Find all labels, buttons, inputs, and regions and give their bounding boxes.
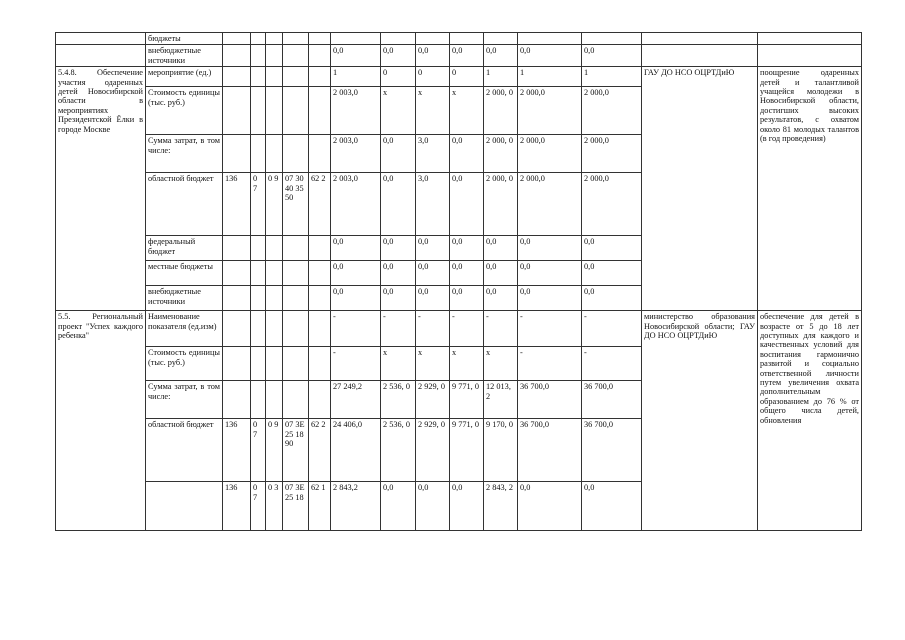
value-cell-4: x [450, 87, 484, 135]
value-cell-2: 0 [381, 67, 416, 87]
code-grbs [223, 67, 251, 87]
row-label: областной бюджет [146, 419, 223, 482]
code-grbs [223, 45, 251, 67]
value-cell-6: 2 000,0 [518, 173, 582, 236]
value-cell-7: - [582, 347, 642, 381]
section-5-4-8-title: 5.4.8. Обеспечение участия одаренных детей Новосибирской области в мероприятиях Президентской Ёлки в городе Москве [56, 67, 146, 311]
code-csr: 07 3E 25 18 90 [283, 419, 309, 482]
code-vr [309, 261, 331, 286]
value-cell-3: - [416, 311, 450, 347]
value-cell-1: 0,0 [331, 45, 381, 67]
row-label: внебюджетные источники [146, 45, 223, 67]
value-cell-4: x [450, 347, 484, 381]
value-cell-4: 0,0 [450, 261, 484, 286]
code-pr [266, 261, 283, 286]
table-row [56, 45, 862, 67]
code-grbs: 136 [223, 482, 251, 531]
row-label: бюджеты [146, 33, 223, 45]
value-cell-2: 0,0 [381, 482, 416, 531]
value-cell-6: 0,0 [518, 286, 582, 311]
executor-cell [642, 45, 758, 67]
code-rz: 0 7 [251, 173, 266, 236]
code-csr: 07 3E 25 18 [283, 482, 309, 531]
value-cell-4: 0 [450, 67, 484, 87]
value-cell-3: 3,0 [416, 135, 450, 173]
value-cell-7: 36 700,0 [582, 381, 642, 419]
value-cell-5: 1 [484, 67, 518, 87]
code-grbs [223, 286, 251, 311]
item-name-cell [56, 45, 146, 67]
value-cell-4: 0,0 [450, 173, 484, 236]
value-cell-4: - [450, 311, 484, 347]
value-cell-6: 2 000,0 [518, 87, 582, 135]
value-cell-7 [582, 33, 642, 45]
code-grbs: 136 [223, 173, 251, 236]
code-pr [266, 381, 283, 419]
value-cell-6: 0,0 [518, 236, 582, 261]
code-vr [309, 67, 331, 87]
value-cell-6: 0,0 [518, 45, 582, 67]
value-cell-1: 2 003,0 [331, 87, 381, 135]
code-grbs: 136 [223, 419, 251, 482]
code-pr [266, 33, 283, 45]
value-cell-2: 0,0 [381, 261, 416, 286]
code-csr [283, 236, 309, 261]
code-grbs [223, 311, 251, 347]
code-pr [266, 67, 283, 87]
value-cell-5: - [484, 311, 518, 347]
code-rz [251, 286, 266, 311]
value-cell-7: 36 700,0 [582, 419, 642, 482]
table-row [56, 311, 862, 347]
code-vr [309, 381, 331, 419]
value-cell-5: 0,0 [484, 286, 518, 311]
value-cell-7: - [582, 311, 642, 347]
result-cell [758, 45, 862, 67]
value-cell-2 [381, 33, 416, 45]
code-pr [266, 311, 283, 347]
value-cell-4: 9 771, 0 [450, 419, 484, 482]
value-cell-1: 0,0 [331, 261, 381, 286]
code-pr: 0 9 [266, 173, 283, 236]
value-cell-4: 9 771, 0 [450, 381, 484, 419]
value-cell-2: 0,0 [381, 45, 416, 67]
row-label: Сумма затрат, в том числе: [146, 381, 223, 419]
value-cell-3: 0,0 [416, 286, 450, 311]
code-rz [251, 381, 266, 419]
code-pr [266, 45, 283, 67]
value-cell-2: 2 536, 0 [381, 381, 416, 419]
section-5-4-8-executor: ГАУ ДО НСО ОЦРТДиЮ [642, 67, 758, 311]
code-csr [283, 87, 309, 135]
section-5-5-title: 5.5. Региональный проект "Успех каждого ребенка" [56, 311, 146, 531]
value-cell-5: 2 000, 0 [484, 87, 518, 135]
value-cell-2: 0,0 [381, 236, 416, 261]
code-csr [283, 135, 309, 173]
table-row [56, 33, 862, 45]
row-label: Стоимость единицы (тыс. руб.) [146, 347, 223, 381]
row-label [146, 482, 223, 531]
value-cell-7: 0,0 [582, 45, 642, 67]
code-vr [309, 347, 331, 381]
code-csr [283, 261, 309, 286]
code-csr [283, 286, 309, 311]
code-vr: 62 2 [309, 173, 331, 236]
table-body [56, 33, 862, 531]
value-cell-5 [484, 33, 518, 45]
section-5-5-executor: министерство образования Новосибирской области; ГАУ ДО НСО ОЦРТДиЮ [642, 311, 758, 531]
code-csr [283, 67, 309, 87]
item-name-cell [56, 33, 146, 45]
code-grbs [223, 135, 251, 173]
code-grbs [223, 87, 251, 135]
code-rz [251, 311, 266, 347]
code-grbs [223, 381, 251, 419]
value-cell-3: 2 929, 0 [416, 419, 450, 482]
code-grbs [223, 33, 251, 45]
row-label: Стоимость единицы (тыс. руб.) [146, 87, 223, 135]
value-cell-1: 2 843,2 [331, 482, 381, 531]
code-pr [266, 347, 283, 381]
value-cell-3: x [416, 87, 450, 135]
value-cell-7: 0,0 [582, 236, 642, 261]
value-cell-4: 0,0 [450, 45, 484, 67]
value-cell-6: 36 700,0 [518, 381, 582, 419]
value-cell-3: 2 929, 0 [416, 381, 450, 419]
row-label: Наименование показателя (ед.изм) [146, 311, 223, 347]
value-cell-2: 0,0 [381, 173, 416, 236]
code-rz: 0 7 [251, 482, 266, 531]
code-pr [266, 236, 283, 261]
code-pr: 0 3 [266, 482, 283, 531]
value-cell-6 [518, 33, 582, 45]
code-vr [309, 286, 331, 311]
row-label: местные бюджеты [146, 261, 223, 286]
row-label: внебюджетные источники [146, 286, 223, 311]
value-cell-6: - [518, 347, 582, 381]
value-cell-1: 1 [331, 67, 381, 87]
row-label: Сумма затрат, в том числе: [146, 135, 223, 173]
value-cell-4: 0,0 [450, 236, 484, 261]
value-cell-4 [450, 33, 484, 45]
value-cell-3: 0 [416, 67, 450, 87]
value-cell-2: 0,0 [381, 135, 416, 173]
value-cell-1: - [331, 347, 381, 381]
executor-cell [642, 33, 758, 45]
value-cell-5: 2 843, 2 [484, 482, 518, 531]
value-cell-5: 0,0 [484, 236, 518, 261]
row-label: мероприятие (ед.) [146, 67, 223, 87]
code-pr [266, 135, 283, 173]
value-cell-7: 0,0 [582, 261, 642, 286]
value-cell-2: x [381, 347, 416, 381]
value-cell-3: 3,0 [416, 173, 450, 236]
code-grbs [223, 347, 251, 381]
value-cell-7: 2 000,0 [582, 173, 642, 236]
row-label: федеральный бюджет [146, 236, 223, 261]
value-cell-7: 1 [582, 67, 642, 87]
value-cell-4: 0,0 [450, 286, 484, 311]
value-cell-3: 0,0 [416, 482, 450, 531]
value-cell-2: x [381, 87, 416, 135]
code-rz [251, 45, 266, 67]
value-cell-3: 0,0 [416, 45, 450, 67]
value-cell-7: 2 000,0 [582, 87, 642, 135]
code-vr [309, 45, 331, 67]
code-csr [283, 45, 309, 67]
value-cell-5: 12 013, 2 [484, 381, 518, 419]
value-cell-5: 2 000, 0 [484, 173, 518, 236]
value-cell-7: 2 000,0 [582, 135, 642, 173]
value-cell-4: 0,0 [450, 482, 484, 531]
code-csr [283, 311, 309, 347]
code-rz [251, 33, 266, 45]
code-csr [283, 33, 309, 45]
code-pr [266, 87, 283, 135]
code-pr: 0 9 [266, 419, 283, 482]
result-cell [758, 33, 862, 45]
value-cell-6: 0,0 [518, 261, 582, 286]
code-vr: 62 2 [309, 419, 331, 482]
row-label: областной бюджет [146, 173, 223, 236]
code-pr [266, 286, 283, 311]
value-cell-5: 9 170, 0 [484, 419, 518, 482]
value-cell-1 [331, 33, 381, 45]
value-cell-6: - [518, 311, 582, 347]
code-vr [309, 135, 331, 173]
value-cell-3: 0,0 [416, 236, 450, 261]
value-cell-6: 36 700,0 [518, 419, 582, 482]
code-grbs [223, 261, 251, 286]
value-cell-1: 2 003,0 [331, 135, 381, 173]
budget-table [55, 32, 862, 531]
code-grbs [223, 236, 251, 261]
value-cell-1: 0,0 [331, 236, 381, 261]
value-cell-4: 0,0 [450, 135, 484, 173]
value-cell-3 [416, 33, 450, 45]
code-rz: 0 7 [251, 419, 266, 482]
value-cell-1: 27 249,2 [331, 381, 381, 419]
code-rz [251, 236, 266, 261]
code-rz [251, 347, 266, 381]
code-rz [251, 67, 266, 87]
value-cell-7: 0,0 [582, 286, 642, 311]
code-vr [309, 87, 331, 135]
section-5-5-result: обеспечение для детей в возрасте от 5 до 18 лет доступных для каждого и качественных условий для воспитания гармонично развитой и социально ответственной личности путем увеличения охвата дополнительным образованием до 76 % от общего числа детей, обновления [758, 311, 862, 531]
value-cell-7: 0,0 [582, 482, 642, 531]
code-rz [251, 261, 266, 286]
value-cell-3: x [416, 347, 450, 381]
value-cell-2: - [381, 311, 416, 347]
code-vr: 62 1 [309, 482, 331, 531]
value-cell-6: 2 000,0 [518, 135, 582, 173]
value-cell-1: 2 003,0 [331, 173, 381, 236]
code-rz [251, 135, 266, 173]
value-cell-1: 24 406,0 [331, 419, 381, 482]
value-cell-1: - [331, 311, 381, 347]
value-cell-6: 1 [518, 67, 582, 87]
code-csr: 07 30 40 35 50 [283, 173, 309, 236]
value-cell-5: x [484, 347, 518, 381]
value-cell-2: 2 536, 0 [381, 419, 416, 482]
value-cell-5: 0,0 [484, 261, 518, 286]
section-5-4-8-result: поощрение одаренных детей и талантливой учащейся молодежи в Новосибирской области, достигших высоких результатов, с охватом около 81 молодых талантов (в год проведения) [758, 67, 862, 311]
code-vr [309, 236, 331, 261]
code-vr [309, 33, 331, 45]
code-rz [251, 87, 266, 135]
code-csr [283, 381, 309, 419]
value-cell-5: 0,0 [484, 45, 518, 67]
value-cell-3: 0,0 [416, 261, 450, 286]
value-cell-1: 0,0 [331, 286, 381, 311]
value-cell-6: 0,0 [518, 482, 582, 531]
table-row [56, 67, 862, 87]
code-csr [283, 347, 309, 381]
value-cell-2: 0,0 [381, 286, 416, 311]
code-vr [309, 311, 331, 347]
value-cell-5: 2 000, 0 [484, 135, 518, 173]
